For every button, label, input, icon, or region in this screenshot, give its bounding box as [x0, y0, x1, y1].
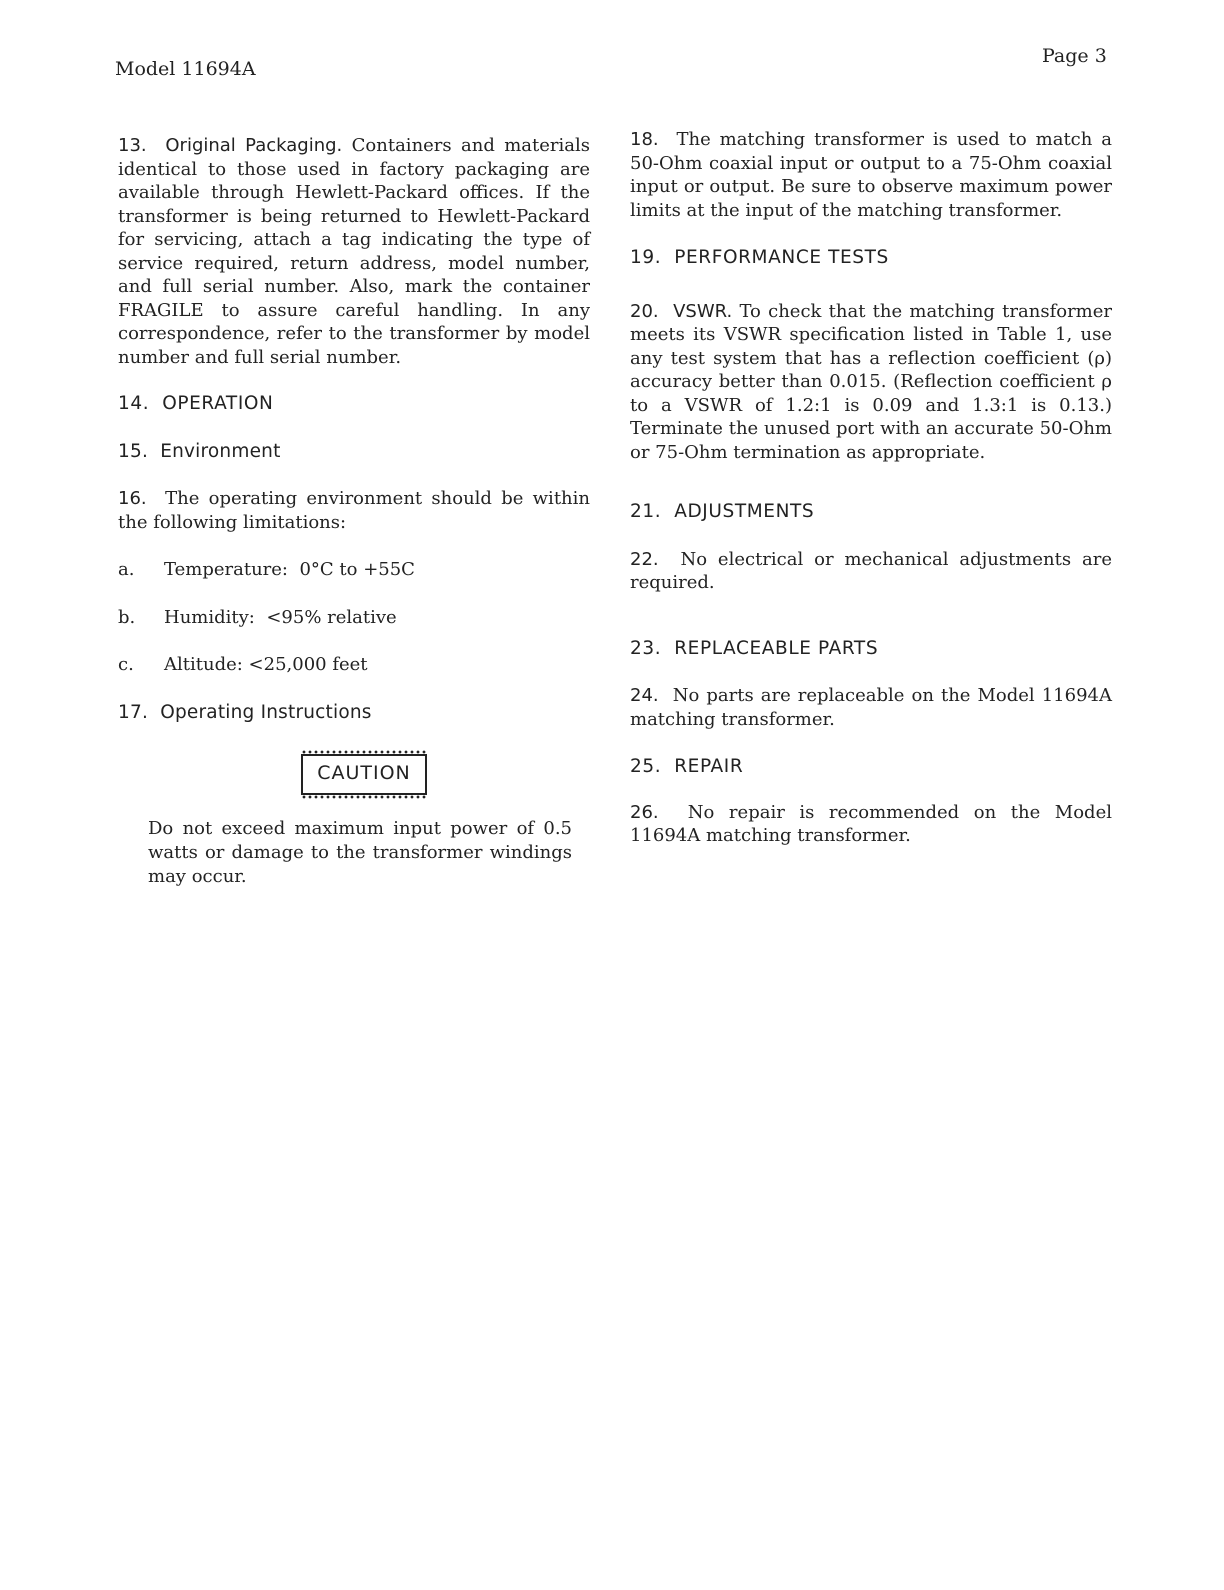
paragraph-number: 26. — [630, 801, 659, 823]
caution-wrapper — [118, 754, 590, 795]
heading-14 — [118, 392, 590, 416]
heading-17 — [118, 701, 590, 725]
paragraph-text: No electrical or mechanical adjustments are required. — [630, 548, 1112, 593]
paragraph-number: 16. — [118, 488, 147, 509]
heading-25 — [630, 755, 1112, 779]
paragraph-number: 22. — [630, 548, 659, 570]
paragraph-text: No parts are replaceable on the Model 11694A matching transformer. — [630, 685, 1112, 730]
heading-title: REPLACEABLE PARTS — [674, 637, 879, 659]
paragraph-18 — [630, 128, 1112, 222]
paragraph-text: Containers and materials identical to those used in factory packaging are available through Hewlett-Packard offices. If the transformer is being returned to Hewlett-Packard for servicing, attach a tag indicating the type of service required, return address, model number, and full serial number. Also, mark the container FRAGILE to assure careful handling. In any correspondence, refer to the transformer by model number and full serial number. — [118, 135, 590, 368]
heading-number: 21. — [630, 501, 662, 522]
caution-label: CAUTION — [301, 754, 427, 795]
heading-number: 15. — [118, 440, 149, 462]
left-column — [118, 134, 590, 889]
limit-value: 0°C to +55C — [299, 559, 415, 580]
heading-title: Environment — [160, 440, 281, 462]
limit-letter: b. — [118, 606, 136, 628]
heading-title: OPERATION — [162, 393, 274, 414]
caution-text: Do not exceed maximum input power of 0.5 watts or damage to the transformer windings may occur. — [148, 817, 572, 887]
heading-23 — [630, 637, 1112, 661]
limit-letter: a. — [118, 559, 135, 580]
heading-15 — [118, 440, 590, 464]
heading-title: PERFORMANCE TESTS — [674, 247, 889, 268]
heading-title: Operating Instructions — [160, 701, 372, 723]
paragraph-lead: Original Packaging. — [165, 135, 343, 156]
heading-title: ADJUSTMENTS — [674, 501, 815, 522]
limit-item — [118, 653, 590, 677]
paragraph-text: The matching transformer is used to match a 50-Ohm coaxial input or output to a 75-Ohm coaxial input or output. Be sure to observe maximum power limits at the input of the matching transformer. — [630, 129, 1112, 221]
heading-number: 19. — [630, 247, 662, 268]
heading-19 — [630, 246, 1112, 270]
limit-value: <25,000 feet — [248, 654, 368, 675]
limit-item — [118, 606, 590, 630]
paragraph-number: 20. — [630, 300, 659, 322]
right-column — [630, 128, 1112, 848]
paragraph-text: The operating environment should be within the following limitations: — [118, 488, 590, 533]
paragraph-26 — [630, 801, 1112, 848]
paragraph-text: No repair is recommended on the Model 11694A matching transformer. — [630, 801, 1112, 846]
limit-label: Humidity: — [164, 606, 255, 628]
limit-value: <95% relative — [266, 606, 397, 628]
heading-number: 14. — [118, 393, 150, 414]
paragraph-text: To check that the matching transformer meets its VSWR specification listed in Table 1, use any test system that has a reflection coefficient (ρ) accuracy better than 0.015. (Reflection coefficient ρ to a VSWR of 1.2:1 is 0.09 and 1.3:1 is 0.13.) Terminate the unused port with an accurate 50-Ohm or 75-Ohm termination as appropriate. — [630, 300, 1112, 463]
heading-number: 25. — [630, 756, 662, 777]
paragraph-number: 18. — [630, 129, 659, 150]
limit-item — [118, 558, 590, 582]
paragraph-lead: VSWR. — [673, 300, 733, 322]
limit-label: Altitude: — [164, 654, 243, 675]
header-model: Model 11694A — [115, 58, 256, 80]
heading-title: REPAIR — [674, 756, 744, 777]
limit-label: Temperature: — [164, 559, 288, 580]
paragraph-24 — [630, 684, 1112, 731]
heading-number: 23. — [630, 637, 662, 659]
paragraph-number: 13. — [118, 135, 147, 156]
header-page-number: Page 3 — [1042, 45, 1107, 67]
limit-letter: c. — [118, 654, 134, 675]
paragraph-number: 24. — [630, 685, 659, 706]
heading-21 — [630, 500, 1112, 524]
paragraph-22 — [630, 548, 1112, 595]
paragraph-16 — [118, 487, 590, 534]
paragraph-20 — [630, 300, 1112, 465]
heading-number: 17. — [118, 701, 149, 723]
paragraph-13 — [118, 134, 590, 369]
